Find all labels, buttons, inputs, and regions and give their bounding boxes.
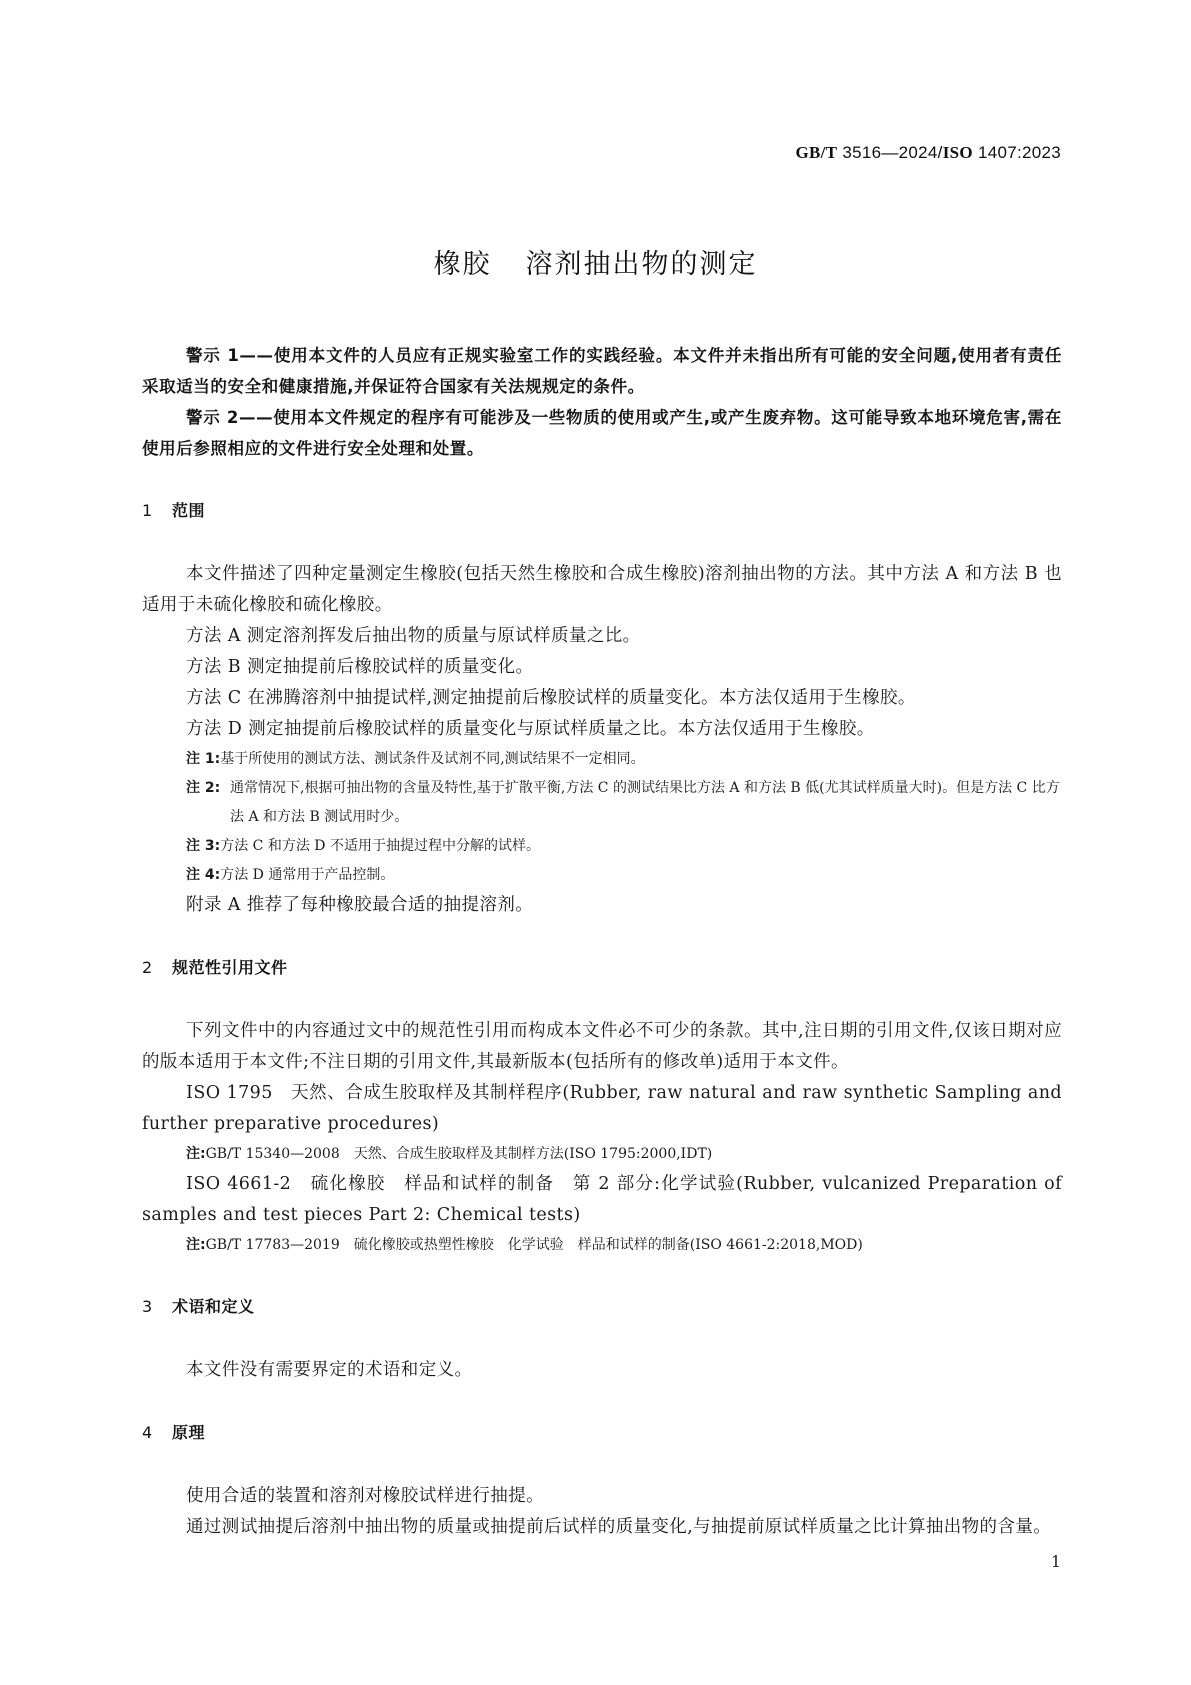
iso-prefix: ISO — [942, 143, 973, 162]
reference-item: ISO 1795 天然、合成生胶取样及其制样程序(Rubber, raw natural and raw synthetic Sampling and further preparative procedures) — [142, 1083, 1062, 1134]
paragraph: 下列文件中的内容通过文中的规范性引用而构成本文件必不可少的条款。其中,注日期的引用文件,仅该日期对应的版本适用于本文件;不注日期的引用文件,其最新版本(包括所有的修改单)适用于本文件。 — [142, 1021, 1062, 1072]
document-body — [142, 340, 1062, 1543]
page-number: 1 — [1050, 1552, 1061, 1571]
section-terms — [142, 1294, 1062, 1386]
note-text: 方法 D 通常用于产品控制。 — [220, 867, 395, 883]
note-label: 注 1: — [186, 751, 221, 767]
note-label: 注: — [186, 1146, 206, 1162]
iso-number: 1407:2023 — [977, 143, 1061, 162]
note-text: GB/T 17783—2019 硫化橡胶或热塑性橡胶 化学试验 样品和试样的制备(ISO 4661-2:2018,MOD) — [205, 1237, 863, 1253]
paragraph: 方法 D 测定抽提前后橡胶试样的质量变化与原试样质量之比。本方法仅适用于生橡胶。 — [186, 719, 875, 739]
note-label: 注 3: — [186, 838, 221, 854]
section-heading — [142, 1420, 1062, 1443]
section-heading — [142, 1294, 1062, 1317]
note-text: 基于所使用的测试方法、测试条件及试剂不同,测试结果不一定相同。 — [220, 751, 645, 767]
section-title: 术语和定义 — [172, 1297, 255, 1316]
note-1 — [142, 745, 1062, 774]
section-heading — [142, 955, 1062, 978]
section-number: 1 — [142, 501, 153, 520]
paragraph: 本文件没有需要界定的术语和定义。 — [186, 1360, 473, 1380]
note-text: 方法 C 和方法 D 不适用于抽提过程中分解的试样。 — [220, 838, 540, 854]
note-3 — [142, 832, 1062, 861]
paragraph: 使用合适的装置和溶剂对橡胶试样进行抽提。 — [186, 1486, 544, 1506]
std-prefix: GB/T — [795, 143, 838, 162]
note-text: GB/T 15340—2008 天然、合成生胶取样及其制样方法(ISO 1795:2000,IDT) — [205, 1146, 713, 1162]
title-part1: 橡胶 — [433, 249, 492, 280]
section-scope — [142, 498, 1062, 921]
paragraph: 通过测试抽提后溶剂中抽出物的质量或抽提前后试样的质量变化,与抽提前原试样质量之比计算抽出物的含量。 — [186, 1517, 1052, 1537]
section-heading — [142, 498, 1062, 521]
warning-2: 警示 2——使用本文件规定的程序有可能涉及一些物质的使用或产生,或产生废弃物。这可能导致本地环境危害,需在使用后参照相应的文件进行安全处理和处置。 — [142, 408, 1062, 458]
reference-note — [142, 1140, 1062, 1169]
note-text: 通常情况下,根据可抽出物的含量及特性,基于扩散平衡,方法 C 的测试结果比方法 A 和方法 B 低(尤其试样质量大时)。但是方法 C 比方法 A 和方法 B 测试用时少。 — [230, 780, 1060, 825]
note-2 — [142, 774, 1062, 832]
section-principle — [142, 1420, 1062, 1543]
section-title: 规范性引用文件 — [172, 958, 288, 977]
std-number: 3516—2024/ — [842, 143, 943, 162]
section-number: 4 — [142, 1423, 153, 1442]
paragraph: 附录 A 推荐了每种橡胶最合适的抽提溶剂。 — [186, 895, 534, 915]
reference-item: ISO 4661-2 硫化橡胶 样品和试样的制备 第 2 部分:化学试验(Rubber, vulcanized Preparation of samples and test pieces Part 2: Chemical tests) — [142, 1174, 1062, 1225]
section-number: 2 — [142, 958, 153, 977]
section-title: 原理 — [172, 1423, 206, 1442]
paragraph: 方法 C 在沸腾溶剂中抽提试样,测定抽提前后橡胶试样的质量变化。本方法仅适用于生橡胶。 — [186, 688, 916, 708]
section-number: 3 — [142, 1297, 153, 1316]
note-label: 注 4: — [186, 867, 221, 883]
note-label: 注: — [186, 1237, 206, 1253]
reference-note — [142, 1231, 1062, 1260]
standard-code — [795, 143, 1061, 163]
section-title: 范围 — [172, 501, 206, 520]
section-normative-references — [142, 955, 1062, 1260]
note-label: 注 2: — [186, 780, 221, 796]
note-4 — [142, 861, 1062, 890]
warning-1: 警示 1——使用本文件的人员应有正规实验室工作的实践经验。本文件并未指出所有可能的安全问题,使用者有责任采取适当的安全和健康措施,并保证符合国家有关法规规定的条件。 — [142, 346, 1062, 396]
paragraph: 本文件描述了四种定量测定生橡胶(包括天然生橡胶和合成生橡胶)溶剂抽出物的方法。其中方法 A 和方法 B 也适用于未硫化橡胶和硫化橡胶。 — [142, 564, 1062, 615]
document-title — [0, 242, 1191, 281]
paragraph: 方法 A 测定溶剂挥发后抽出物的质量与原试样质量之比。 — [186, 626, 641, 646]
paragraph: 方法 B 测定抽提前后橡胶试样的质量变化。 — [186, 657, 534, 677]
title-part2: 溶剂抽出物的测定 — [525, 249, 758, 280]
